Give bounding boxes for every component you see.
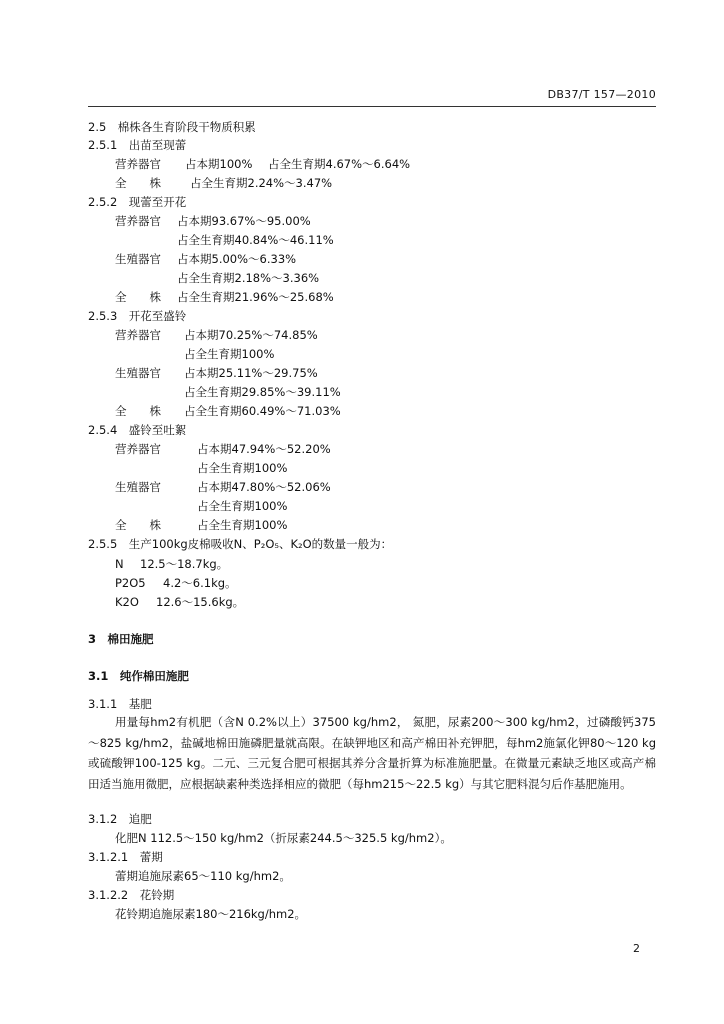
bud-stage-line: 蕾期追施尿素65～110 kg/hm2。 [115,869,291,883]
value-text: 占全生育期4.67%～6.64% [268,157,411,171]
nutrient-value-n: 12.5～18.7kg。 [140,557,229,571]
value-text: 占全生育期2.18%～3.36% [177,271,320,285]
label-whole-plant: 全 株 [115,176,161,190]
label-whole-plant: 全 株 [115,290,161,304]
flowering-stage-line: 花铃期追施尿素180～216kg/hm2。 [115,907,307,921]
page-number: 2 [633,942,640,955]
value-text: 占全生育期100% [197,499,288,513]
value-text: 占全生育期40.84%～46.11% [177,233,334,247]
label-vegetative-organs: 营养器官 [115,157,161,171]
value-text: 占全生育期100% [197,461,288,475]
paragraph-base-fertilizer: 用量每hm2有机肥（含N 0.2%以上）37500 kg/hm2， 氮肥，尿素200～300 kg/hm2，过磷酸钙375～825 kg/hm2，盐碱地棉田施磷肥量就高限。在缺钾地区和高产棉田补充钾肥，每hm2施氯化钾80～120 kg或硫酸钾100-125 kg。二元、三元复合肥可根据其养分含量折算为标准施肥量。在微量元素缺乏地区或高产棉田适当施用微肥，应根据缺素种类选择相应的微肥（每hm215～22.5 kg）与其它肥料混匀后作基肥施用。 [88,715,656,792]
heading-3-1-2-1: 3.1.2.1 蕾期 [88,850,163,864]
label-vegetative-organs: 营养器官 [115,328,161,342]
label-reproductive-organs: 生殖器官 [115,480,161,494]
value-text: 占本期93.67%～95.00% [177,214,311,228]
heading-3-1-2-2: 3.1.2.2 花铃期 [88,888,175,902]
label-reproductive-organs: 生殖器官 [115,252,161,266]
value-text: 占本期47.94%～52.20% [197,442,331,456]
value-text: 占本期47.80%～52.06% [197,480,331,494]
nutrient-value-p2o5: 4.2～6.1kg。 [163,576,237,590]
header-rule [88,106,656,107]
heading-2-5-2: 2.5.2 现蕾至开花 [88,195,187,209]
nutrient-label-k2o: K2O [115,595,139,609]
value-text: 占全生育期60.49%～71.03% [184,404,341,418]
heading-3-1-2: 3.1.2 追肥 [88,812,152,826]
label-whole-plant: 全 株 [115,404,161,418]
heading-2-5-4: 2.5.4 盛铃至吐絮 [88,423,187,437]
page-header-code: DB37/T 157—2010 [547,88,656,101]
label-vegetative-organs: 营养器官 [115,442,161,456]
value-text: 占全生育期100% [184,347,275,361]
value-text: 占全生育期21.96%～25.68% [177,290,334,304]
value-text: 占全生育期29.85%～39.11% [184,385,341,399]
value-text: 占本期5.00%～6.33% [177,252,297,266]
value-text: 占本期70.25%～74.85% [184,328,318,342]
heading-3-1-1: 3.1.1 基肥 [88,697,152,711]
nutrient-value-k2o: 12.6～15.6kg。 [156,595,245,609]
nutrient-label-n: N [115,557,124,571]
heading-3: 3 棉田施肥 [88,632,154,646]
heading-2-5-5: 2.5.5 生产100kg皮棉吸收N、P₂O₅、K₂O的数量一般为： [88,537,393,551]
heading-2-5-3: 2.5.3 开花至盛铃 [88,309,187,323]
value-text: 占全生育期2.24%～3.47% [190,176,333,190]
value-text: 占本期100% [185,157,253,171]
heading-2-5: 2.5 棉株各生育阶段干物质积累 [88,120,256,134]
topdressing-line: 化肥N 112.5～150 kg/hm2（折尿素244.5～325.5 kg/hm2）。 [115,831,452,845]
label-vegetative-organs: 营养器官 [115,214,161,228]
heading-2-5-1: 2.5.1 出苗至现蕾 [88,138,187,152]
value-text: 占全生育期100% [197,518,288,532]
label-reproductive-organs: 生殖器官 [115,366,161,380]
nutrient-label-p2o5: P2O5 [115,576,146,590]
label-whole-plant: 全 株 [115,518,161,532]
value-text: 占本期25.11%～29.75% [184,366,318,380]
heading-3-1: 3.1 纯作棉田施肥 [88,669,189,683]
